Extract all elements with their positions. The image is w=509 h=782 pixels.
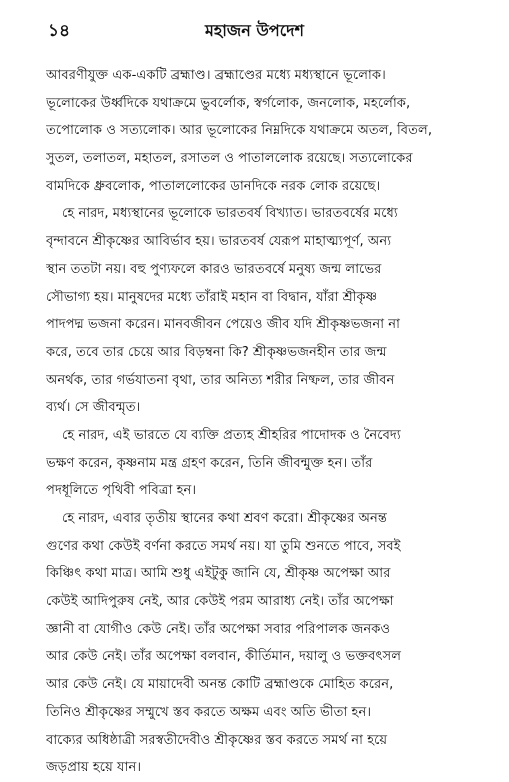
text-line: জড়প্রায় হয়ে যান। bbox=[46, 760, 142, 776]
text-line: স্থান ততটা নয়। বহু পুণ্যফলে কারও ভারতবর্ষে মনুষ্য জন্ম লাভের bbox=[46, 261, 382, 277]
running-title: মহাজন উপদেশ bbox=[205, 21, 304, 40]
body-text bbox=[46, 62, 478, 782]
text-line: পাদপদ্ম ভজনা করেন। মানবজীবন পেয়েও জীব যদি শ্রীকৃষ্ণভজনা না bbox=[46, 317, 400, 333]
text-line: ভক্ষণ করেন, কৃষ্ণনাম মন্ত্র গ্রহণ করেন, তিনি জীবন্মুক্ত হন। তাঁর bbox=[46, 455, 373, 471]
text-line: কেউই আদিপুরুষ নেই, আর কেউই পরম আরাধ্য নেই। তাঁর অপেক্ষা bbox=[46, 594, 394, 610]
text-line: অনর্থক, তার গর্ভযাতনা বৃথা, তার অনিত্য শরীর নিষ্ফল, তার জীবন bbox=[46, 372, 395, 388]
text-line: ভূলোকের উর্ধ্বদিকে যথাক্রমে ভুবর্লোক, স্বর্গলোক, জনলোক, মহর্লোক, bbox=[46, 95, 411, 111]
paragraph-start-line: হে নারদ, এবার তৃতীয় স্থানের কথা শ্রবণ করো। শ্রীকৃষ্ণের অনন্ত bbox=[62, 511, 387, 526]
text-line: করে, তবে তার চেয়ে আর বিড়ম্বনা কি? শ্রীকৃষ্ণভজনহীন তার জন্ম bbox=[46, 344, 387, 360]
paragraph-start-line: হে নারদ, এই ভারতে যে ব্যক্তি প্রত্যহ শ্রীহরির পাদোদক ও নৈবেদ্য bbox=[62, 427, 401, 443]
text-line: আর কেউ নেই। যে মায়াদেবী অনন্ত কোটি ব্রহ্মাণ্ডকে মোহিত করেন, bbox=[46, 677, 394, 693]
text-line: তিনিও শ্রীকৃষ্ণের সম্মুখে স্তব করতে অক্ষম এবং অতি ভীতা হন। bbox=[46, 704, 372, 720]
text-line: পদধূলিতে পৃথিবী পবিত্রা হন। bbox=[46, 483, 197, 499]
page-number: ১৪ bbox=[48, 21, 71, 41]
text-line: জ্ঞানী বা যোগীও কেউ নেই। তাঁর অপেক্ষা সবার পরিপালক জনকও bbox=[46, 621, 391, 637]
text-line: বৃন্দাবনে শ্রীকৃষ্ণের আবির্ভাব হয়। ভারতবর্ষ যেরূপ মাহাত্ম্যপূর্ণ, অন্য bbox=[46, 234, 392, 250]
text-line: সৌভাগ্য হয়। মানুষদের মধ্যে তাঁরাই মহান বা বিদ্বান, যাঁরা শ্রীকৃষ্ণ bbox=[46, 289, 378, 305]
text-line: বাক্যের অধিষ্ঠাত্রী সরস্বতীদেবীও শ্রীকৃষ্ণের স্তব করতে সমর্থ না হয়ে bbox=[46, 732, 388, 748]
text-line: কিঞ্চিৎ কথা মাত্র। আমি শুধু এইটুকু জানি যে, শ্রীকৃষ্ণ অপেক্ষা আর bbox=[46, 566, 391, 582]
text-line: আবরণীযুক্ত এক-একটি ব্রহ্মাণ্ড। ব্রহ্মাণ্ডের মধ্যে মধ্যস্থানে ভূলোক। bbox=[46, 68, 386, 83]
text-line: বামদিকে ধ্রুবলোক, পাতাললোকের ডানদিকে নরক লোক রয়েছে। bbox=[46, 178, 381, 194]
paragraph-start-line: হে নারদ, মধ্যস্থানের ভূলোকে ভারতবর্ষ বিখ্যাত। ভারতবর্ষের মধ্যে bbox=[62, 206, 398, 222]
text-line: আর কেউ নেই। তাঁর অপেক্ষা বলবান, কীর্তিমান, দয়ালু ও ভক্তবৎসল bbox=[46, 649, 402, 665]
text-line: গুণের কথা কেউই বর্ণনা করতে সমর্থ নয়। যা তুমি শুনতে পাবে, সবই bbox=[46, 538, 401, 554]
text-line: তপোলোক ও সত্যলোক। আর ভূলোকের নিম্নদিকে যথাক্রমে অতল, বিতল, bbox=[46, 123, 433, 139]
page-header bbox=[30, 18, 479, 48]
text-line: ব্যর্থ। সে জীবন্মৃত। bbox=[46, 400, 141, 416]
text-line: সুতল, তলাতল, মহাতল, রসাতল ও পাতাললোক রয়েছে। সত্যলোকের bbox=[46, 151, 413, 167]
